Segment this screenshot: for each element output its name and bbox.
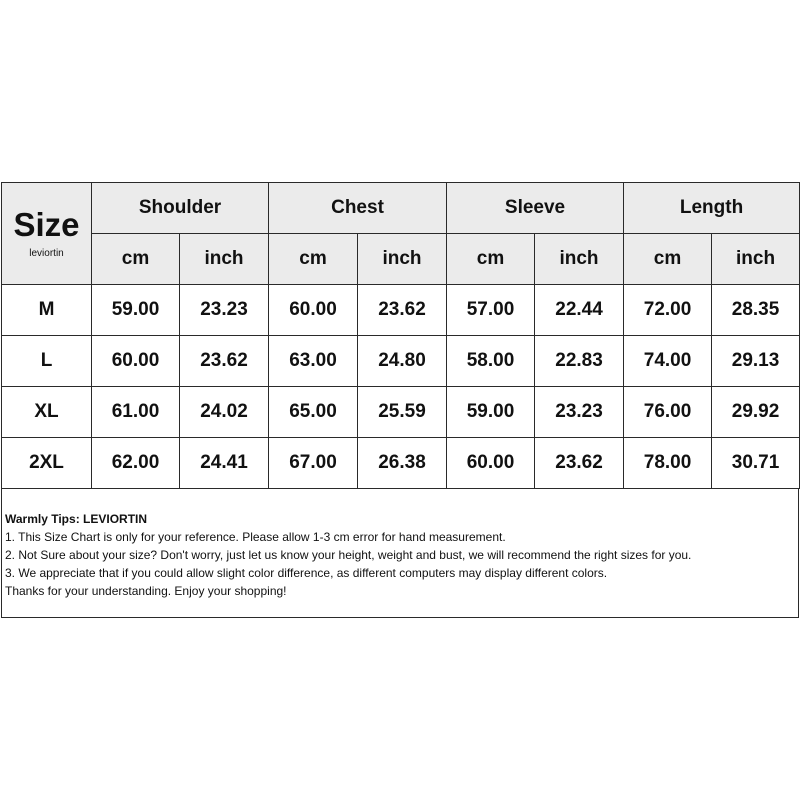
unit-header: cm — [447, 234, 535, 285]
tips-line: 2. Not Sure about your size? Don't worry, just let us know your height, weight and bust, we will recommend the right sizes for you. — [5, 548, 692, 562]
header-row-groups — [2, 183, 800, 234]
row-size-label: 2XL — [2, 438, 92, 489]
table-cell: 28.35 — [712, 285, 800, 336]
table-cell: 24.41 — [180, 438, 269, 489]
table-cell: 72.00 — [624, 285, 712, 336]
table-cell: 60.00 — [447, 438, 535, 489]
size-title: Size — [13, 206, 80, 243]
header-length: Length — [624, 183, 800, 234]
table-cell: 65.00 — [269, 387, 358, 438]
unit-header: cm — [624, 234, 712, 285]
table-cell: 62.00 — [92, 438, 180, 489]
tips-line: Thanks for your understanding. Enjoy your shopping! — [5, 584, 287, 598]
table-row — [2, 285, 800, 336]
table-cell: 61.00 — [92, 387, 180, 438]
table-cell: 22.83 — [535, 336, 624, 387]
table-cell: 74.00 — [624, 336, 712, 387]
table-cell: 25.59 — [358, 387, 447, 438]
table-cell: 23.23 — [180, 285, 269, 336]
tips-line: 1. This Size Chart is only for your reference. Please allow 1-3 cm error for hand measurement. — [5, 530, 506, 544]
table-cell: 30.71 — [712, 438, 800, 489]
tips-title: Warmly Tips: LEVIORTIN — [5, 512, 148, 526]
size-table — [1, 182, 800, 489]
row-size-label: L — [2, 336, 92, 387]
table-cell: 60.00 — [269, 285, 358, 336]
header-chest: Chest — [269, 183, 447, 234]
table-cell: 26.38 — [358, 438, 447, 489]
size-header-cell — [2, 183, 92, 285]
table-cell: 23.62 — [180, 336, 269, 387]
size-chart — [1, 182, 799, 618]
unit-header: inch — [712, 234, 800, 285]
table-cell: 24.02 — [180, 387, 269, 438]
table-cell: 23.62 — [358, 285, 447, 336]
table-row — [2, 336, 800, 387]
table-cell: 23.23 — [535, 387, 624, 438]
row-size-label: XL — [2, 387, 92, 438]
unit-header: cm — [92, 234, 180, 285]
table-cell: 59.00 — [92, 285, 180, 336]
table-cell: 22.44 — [535, 285, 624, 336]
table-cell: 29.92 — [712, 387, 800, 438]
table-row — [2, 438, 800, 489]
table-cell: 60.00 — [92, 336, 180, 387]
header-sleeve: Sleeve — [447, 183, 624, 234]
table-cell: 59.00 — [447, 387, 535, 438]
table-cell: 76.00 — [624, 387, 712, 438]
unit-header: inch — [180, 234, 269, 285]
brand-label: leviortin — [29, 248, 64, 259]
table-cell: 63.00 — [269, 336, 358, 387]
table-cell: 23.62 — [535, 438, 624, 489]
header-shoulder: Shoulder — [92, 183, 269, 234]
table-cell: 24.80 — [358, 336, 447, 387]
table-cell: 58.00 — [447, 336, 535, 387]
table-row — [2, 387, 800, 438]
table-cell: 29.13 — [712, 336, 800, 387]
table-cell: 67.00 — [269, 438, 358, 489]
unit-header: inch — [535, 234, 624, 285]
tips-section — [5, 510, 795, 600]
unit-header: inch — [358, 234, 447, 285]
unit-header: cm — [269, 234, 358, 285]
table-cell: 57.00 — [447, 285, 535, 336]
row-size-label: M — [2, 285, 92, 336]
table-cell: 78.00 — [624, 438, 712, 489]
header-row-units — [2, 234, 800, 285]
tips-line: 3. We appreciate that if you could allow slight color difference, as different computers may display different colors. — [5, 566, 608, 580]
